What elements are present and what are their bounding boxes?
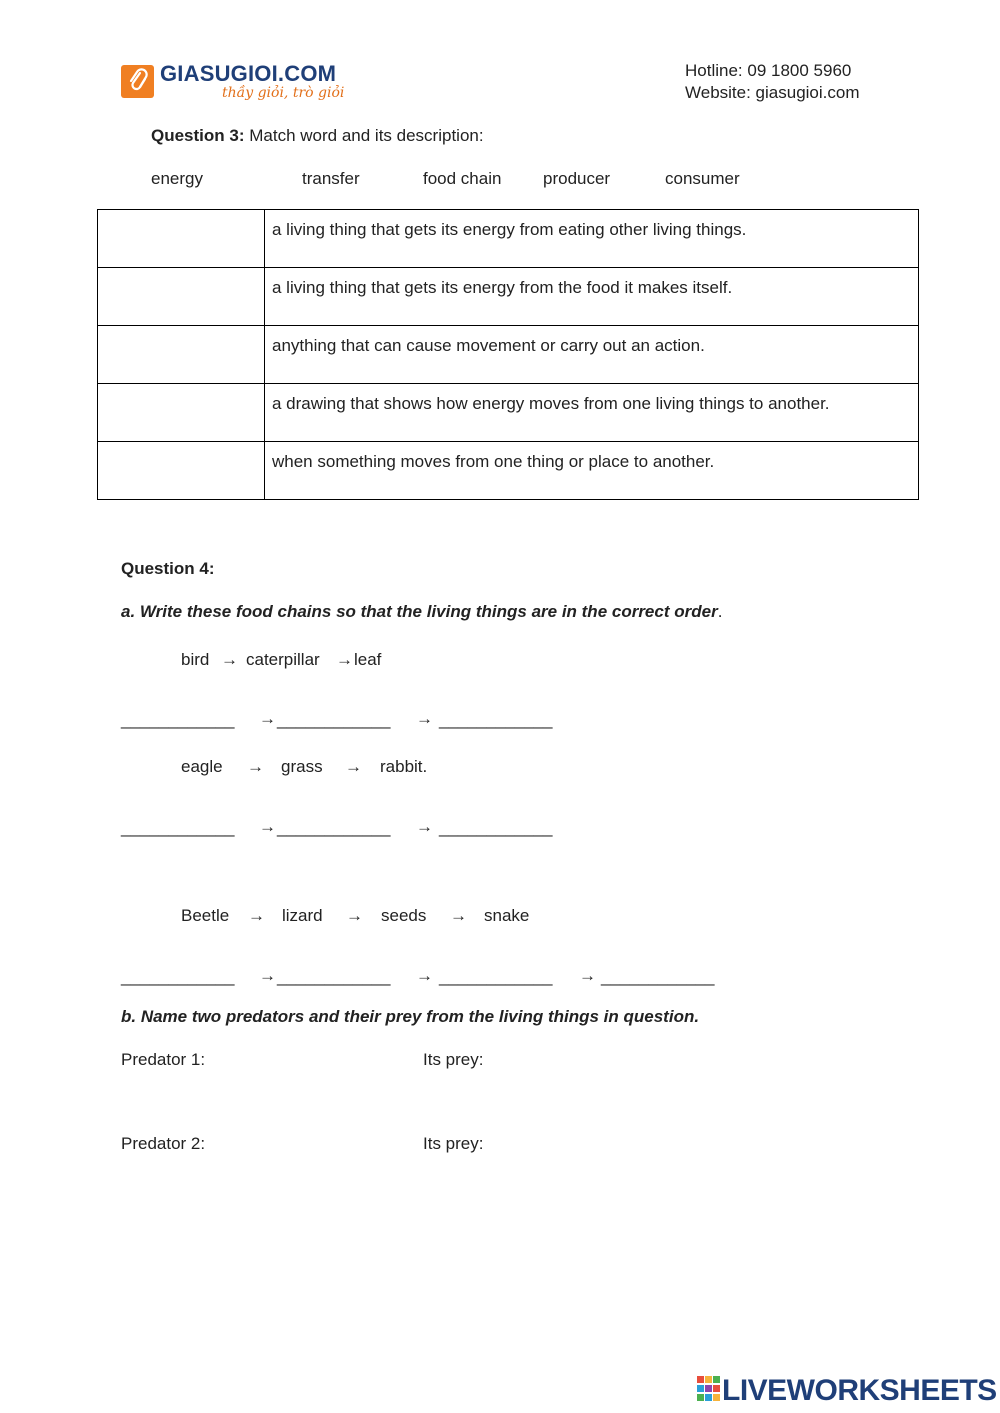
answer-blank[interactable]: ____________: [439, 967, 553, 986]
description-cell: a living thing that gets its energy from eating other living things.: [265, 210, 919, 268]
question-4-label: Question 4:: [121, 559, 215, 578]
answer-blank[interactable]: ____________: [121, 818, 235, 837]
predator-2-label: Predator 2:: [121, 1134, 206, 1153]
answer-blank[interactable]: ____________: [277, 967, 391, 986]
table-row: [98, 384, 919, 442]
answer-blank[interactable]: ____________: [439, 818, 553, 837]
website: Website: giasugioi.com: [685, 83, 860, 102]
answer-blank[interactable]: ____________: [277, 818, 391, 837]
answer-cell[interactable]: [98, 326, 265, 384]
arrow-icon: →: [259, 709, 276, 728]
chain-1-item: bird: [181, 650, 210, 669]
word-bank-item: consumer: [665, 169, 740, 188]
arrow-icon: →: [346, 906, 363, 925]
word-bank-item: producer: [543, 169, 611, 188]
chain-1-item: leaf: [354, 650, 382, 669]
chain-3-item: Beetle: [181, 906, 230, 925]
part-b-instruction: b. Name two predators and their prey from the living things in question.: [121, 1007, 700, 1026]
brand-tagline: thầy giỏi, trò giỏi: [222, 85, 345, 101]
arrow-icon: →: [579, 966, 596, 985]
chain-2-item: rabbit.: [380, 757, 428, 776]
table-row: [98, 326, 919, 384]
prey-2-label: Its prey:: [423, 1134, 484, 1153]
word-bank-item: transfer: [302, 169, 360, 188]
answer-cell[interactable]: [98, 384, 265, 442]
part-a-text: a. Write these food chains so that the living things are in the correct order: [121, 602, 718, 621]
question-3-heading: [151, 126, 484, 146]
part-a-period: .: [717, 602, 723, 621]
arrow-icon: →: [416, 709, 433, 728]
arrow-icon: →: [416, 817, 433, 836]
arrow-icon: →: [450, 906, 467, 925]
table-row: [98, 268, 919, 326]
hotline: Hotline: 09 1800 5960: [685, 61, 852, 80]
part-a-instruction: [121, 602, 722, 622]
answer-blank[interactable]: ____________: [601, 967, 715, 986]
brand-name: GIASUGIOI.COM: [160, 61, 337, 86]
chain-2-item: grass: [281, 757, 323, 776]
arrow-icon: →: [416, 966, 433, 985]
answer-blank[interactable]: ____________: [277, 710, 391, 729]
question-3-prompt: Match word and its description:: [249, 126, 484, 145]
answer-cell[interactable]: [98, 210, 265, 268]
brand-logo-icon: [121, 65, 154, 98]
arrow-icon: →: [259, 817, 276, 836]
answer-cell[interactable]: [98, 268, 265, 326]
table-row: [98, 210, 919, 268]
arrow-icon: →: [221, 650, 238, 669]
predator-1-label: Predator 1:: [121, 1050, 206, 1069]
chain-1-item: caterpillar: [246, 650, 320, 669]
description-cell: anything that can cause movement or carry out an action.: [265, 326, 919, 384]
answer-blank[interactable]: ____________: [121, 710, 235, 729]
arrow-icon: →: [345, 757, 362, 776]
chain-3-item: lizard: [282, 906, 323, 925]
arrow-icon: →: [259, 966, 276, 985]
prey-1-label: Its prey:: [423, 1050, 484, 1069]
chain-3-item: snake: [484, 906, 530, 925]
chain-2-item: eagle: [181, 757, 223, 776]
description-cell: a living thing that gets its energy from the food it makes itself.: [265, 268, 919, 326]
arrow-icon: →: [247, 757, 264, 776]
matching-table: [97, 209, 919, 500]
answer-blank[interactable]: ____________: [439, 710, 553, 729]
liveworksheets-brand: LIVEWORKSHEETS: [722, 1374, 997, 1407]
description-cell: a drawing that shows how energy moves from one living things to another.: [265, 384, 919, 442]
answer-blank[interactable]: ____________: [121, 967, 235, 986]
question-3-label: Question 3:: [151, 126, 245, 145]
description-cell: when something moves from one thing or place to another.: [265, 442, 919, 500]
arrow-icon: →: [248, 906, 265, 925]
chain-3-item: seeds: [381, 906, 427, 925]
word-bank-item: food chain: [423, 169, 502, 188]
arrow-icon: →: [336, 650, 353, 669]
word-bank-item: energy: [151, 169, 203, 188]
liveworksheets-logo-icon: [697, 1376, 721, 1407]
table-row: [98, 442, 919, 500]
answer-cell[interactable]: [98, 442, 265, 500]
